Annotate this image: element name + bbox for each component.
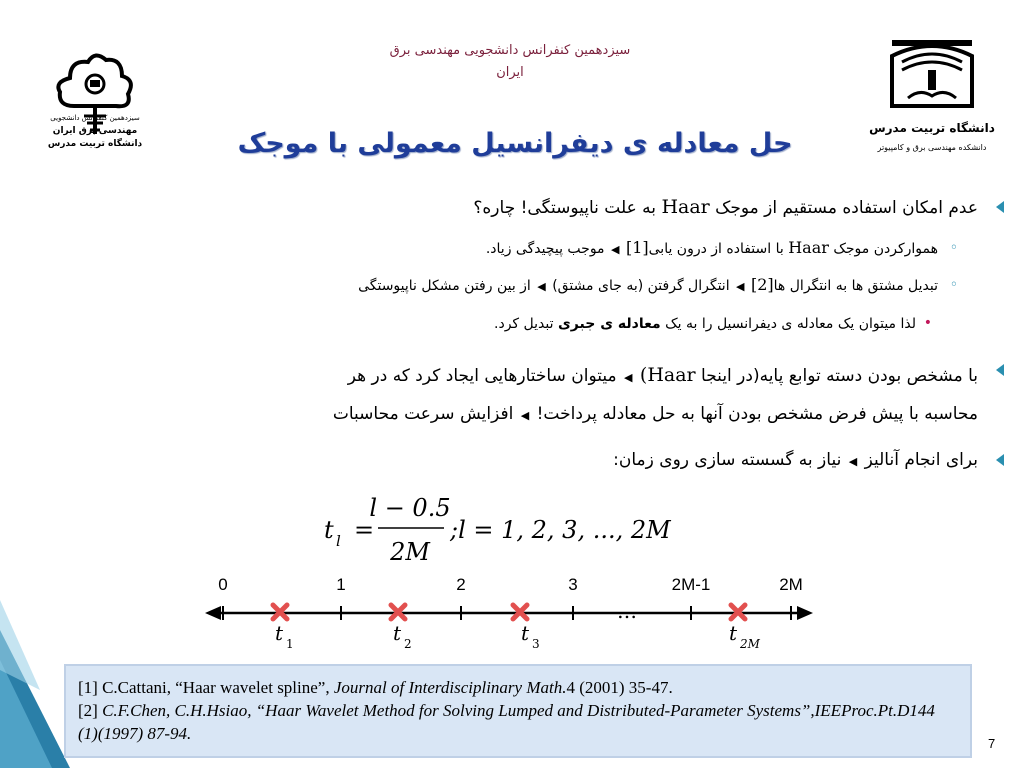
bullet-3-pre: برای انجام آنالیز bbox=[864, 450, 978, 470]
references-box bbox=[64, 664, 972, 758]
reference-2-title: C.F.Chen, C.H.Hsiao, “Haar Wavelet Method for Solving Lumped and Distributed-Parameter Systems”, bbox=[102, 701, 815, 720]
arrow-left-icon: ◀ bbox=[848, 455, 858, 468]
sub-sub-bullet-1 bbox=[494, 313, 932, 335]
axis-tick-label: 0 bbox=[218, 575, 228, 594]
marker-label-sub: 3 bbox=[532, 637, 540, 651]
bullet-3 bbox=[613, 447, 978, 475]
sub-2-mid: انتگرال گرفتن (به جای مشتق) bbox=[552, 278, 730, 294]
bullet-1-post: به علت ناپیوستگی! چاره؟ bbox=[473, 198, 657, 218]
axis-tick-label: 2M bbox=[779, 575, 803, 594]
marker-label-sub: 1 bbox=[286, 637, 294, 651]
conference-line2: ایران bbox=[496, 65, 524, 80]
sub-3-bold: معادله ی جبری bbox=[557, 316, 661, 332]
arrow-left-icon: ◀ bbox=[537, 280, 546, 293]
logo-caption-line3: دانشگاه تربیت مدرس bbox=[47, 139, 143, 149]
sub-1-pre: هموارکردن موجک bbox=[833, 241, 938, 257]
bullet-2-term: Haar) bbox=[639, 364, 696, 386]
sub-bullet-1 bbox=[485, 237, 958, 261]
arrow-left-icon: ◀ bbox=[520, 409, 530, 422]
bullet-2-pre: با مشخص بودن دسته توابع پایه(در اینجا bbox=[701, 366, 978, 386]
time-discretization-axis bbox=[195, 568, 825, 653]
logo-caption-line2: مهندسی برق ایران bbox=[52, 126, 138, 136]
logo-caption-small: سیزدهمین کنفرانس دانشجویی bbox=[50, 114, 140, 122]
university-logo bbox=[869, 36, 995, 166]
formula-lhs-sub: l bbox=[336, 532, 341, 550]
reference-1 bbox=[78, 676, 958, 699]
page-number: 7 bbox=[988, 736, 996, 751]
bullet-arrow-icon bbox=[996, 364, 1004, 376]
reference-2-tail: IEEProc.Pt.D144 (1)(1997) 87-94. bbox=[78, 701, 935, 743]
circle-bullet-icon: ◦ bbox=[949, 277, 958, 293]
bullet-1 bbox=[473, 194, 978, 221]
sub-3-pre: لذا میتوان یک معادله ی دیفرانسیل را به یک bbox=[665, 316, 916, 332]
marker-label: t bbox=[729, 621, 738, 645]
formula-numerator: l − 0.5 bbox=[369, 494, 451, 522]
university-logo-line2: دانشکده مهندسی برق و کامپیوتر bbox=[877, 143, 987, 152]
sub-1-post: موجب پیچیدگی زیاد. bbox=[485, 241, 605, 257]
dot-bullet-icon: • bbox=[923, 315, 932, 331]
marker-label: t bbox=[393, 621, 402, 645]
formula-eq: = bbox=[354, 516, 375, 544]
formula-lhs: t bbox=[324, 516, 334, 544]
sub-1-ref: [1] bbox=[625, 238, 649, 257]
bullet-1-pre: عدم امکان استفاده مستقیم از موجک bbox=[715, 198, 978, 218]
bullet-2-line2-post: افزایش سرعت محاسبات bbox=[332, 404, 514, 424]
sub-bullet-2 bbox=[358, 274, 958, 298]
axis-arrow-right-icon bbox=[797, 606, 813, 620]
conference-line1: سیزدهمین کنفرانس دانشجویی مهندسی برق bbox=[389, 43, 631, 58]
marker-label-sub: 2M bbox=[740, 637, 760, 651]
bullet-2-line2-pre: محاسبه با پیش فرض مشخص بودن آنها به حل معادله پرداخت! bbox=[536, 404, 978, 424]
bullet-3-post: نیاز به گسسته سازی روی زمان: bbox=[613, 450, 842, 470]
reference-1-suffix: 4 (2001) 35-47. bbox=[566, 678, 673, 697]
circle-bullet-icon: ◦ bbox=[949, 240, 958, 256]
marker-label: t bbox=[275, 621, 284, 645]
discretization-formula bbox=[320, 490, 680, 568]
sub-2-pre: تبدیل مشتق ها به انتگرال ها bbox=[773, 278, 938, 294]
reference-2 bbox=[78, 699, 958, 745]
sub-1-mid: با استفاده از درون یابی bbox=[648, 241, 784, 257]
marker-label-sub: 2 bbox=[404, 637, 412, 651]
conference-logo-caption bbox=[30, 112, 160, 151]
corner-decoration bbox=[0, 600, 70, 768]
marker-label: t bbox=[521, 621, 530, 645]
reference-2-prefix: [2] bbox=[78, 701, 103, 720]
sub-3-post: تبدیل کرد. bbox=[494, 316, 554, 332]
bullet-arrow-icon bbox=[996, 201, 1004, 213]
formula-rhs: ;l = 1, 2, 3, ..., 2M bbox=[450, 516, 671, 544]
bullet-arrow-icon bbox=[996, 454, 1004, 466]
axis-tick-label: 3 bbox=[568, 575, 578, 594]
bullet-1-term: Haar bbox=[661, 196, 710, 218]
arrow-left-icon: ◀ bbox=[624, 371, 633, 384]
slide-title: حل معادله ی دیفرانسیل معمولی با موجک bbox=[237, 128, 793, 159]
reference-1-prefix: [1] C.Cattani, “Haar wavelet spline”, bbox=[78, 678, 334, 697]
axis-ellipsis: … bbox=[617, 599, 637, 623]
university-logo-line1: دانشگاه تربیت مدرس bbox=[869, 121, 995, 135]
arrow-left-icon: ◀ bbox=[611, 243, 620, 256]
bullet-2 bbox=[90, 357, 978, 434]
conference-name bbox=[300, 40, 720, 84]
sub-2-post: از بین رفتن مشکل ناپیوستگی bbox=[358, 278, 531, 294]
bullet-2-mid: میتوان ساختارهایی ایجاد کرد که در هر bbox=[347, 366, 617, 386]
arrow-left-icon: ◀ bbox=[736, 280, 745, 293]
axis-tick-label: 2M-1 bbox=[671, 575, 711, 594]
formula-denominator: 2M bbox=[390, 538, 430, 566]
axis-arrow-left-icon bbox=[205, 606, 221, 620]
sub-1-term: Haar bbox=[788, 238, 829, 257]
sub-2-ref: [2] bbox=[750, 275, 774, 294]
axis-tick-label: 2 bbox=[456, 575, 466, 594]
reference-1-journal: Journal of Interdisciplinary Math. bbox=[333, 678, 567, 697]
axis-tick-label: 1 bbox=[336, 575, 346, 594]
